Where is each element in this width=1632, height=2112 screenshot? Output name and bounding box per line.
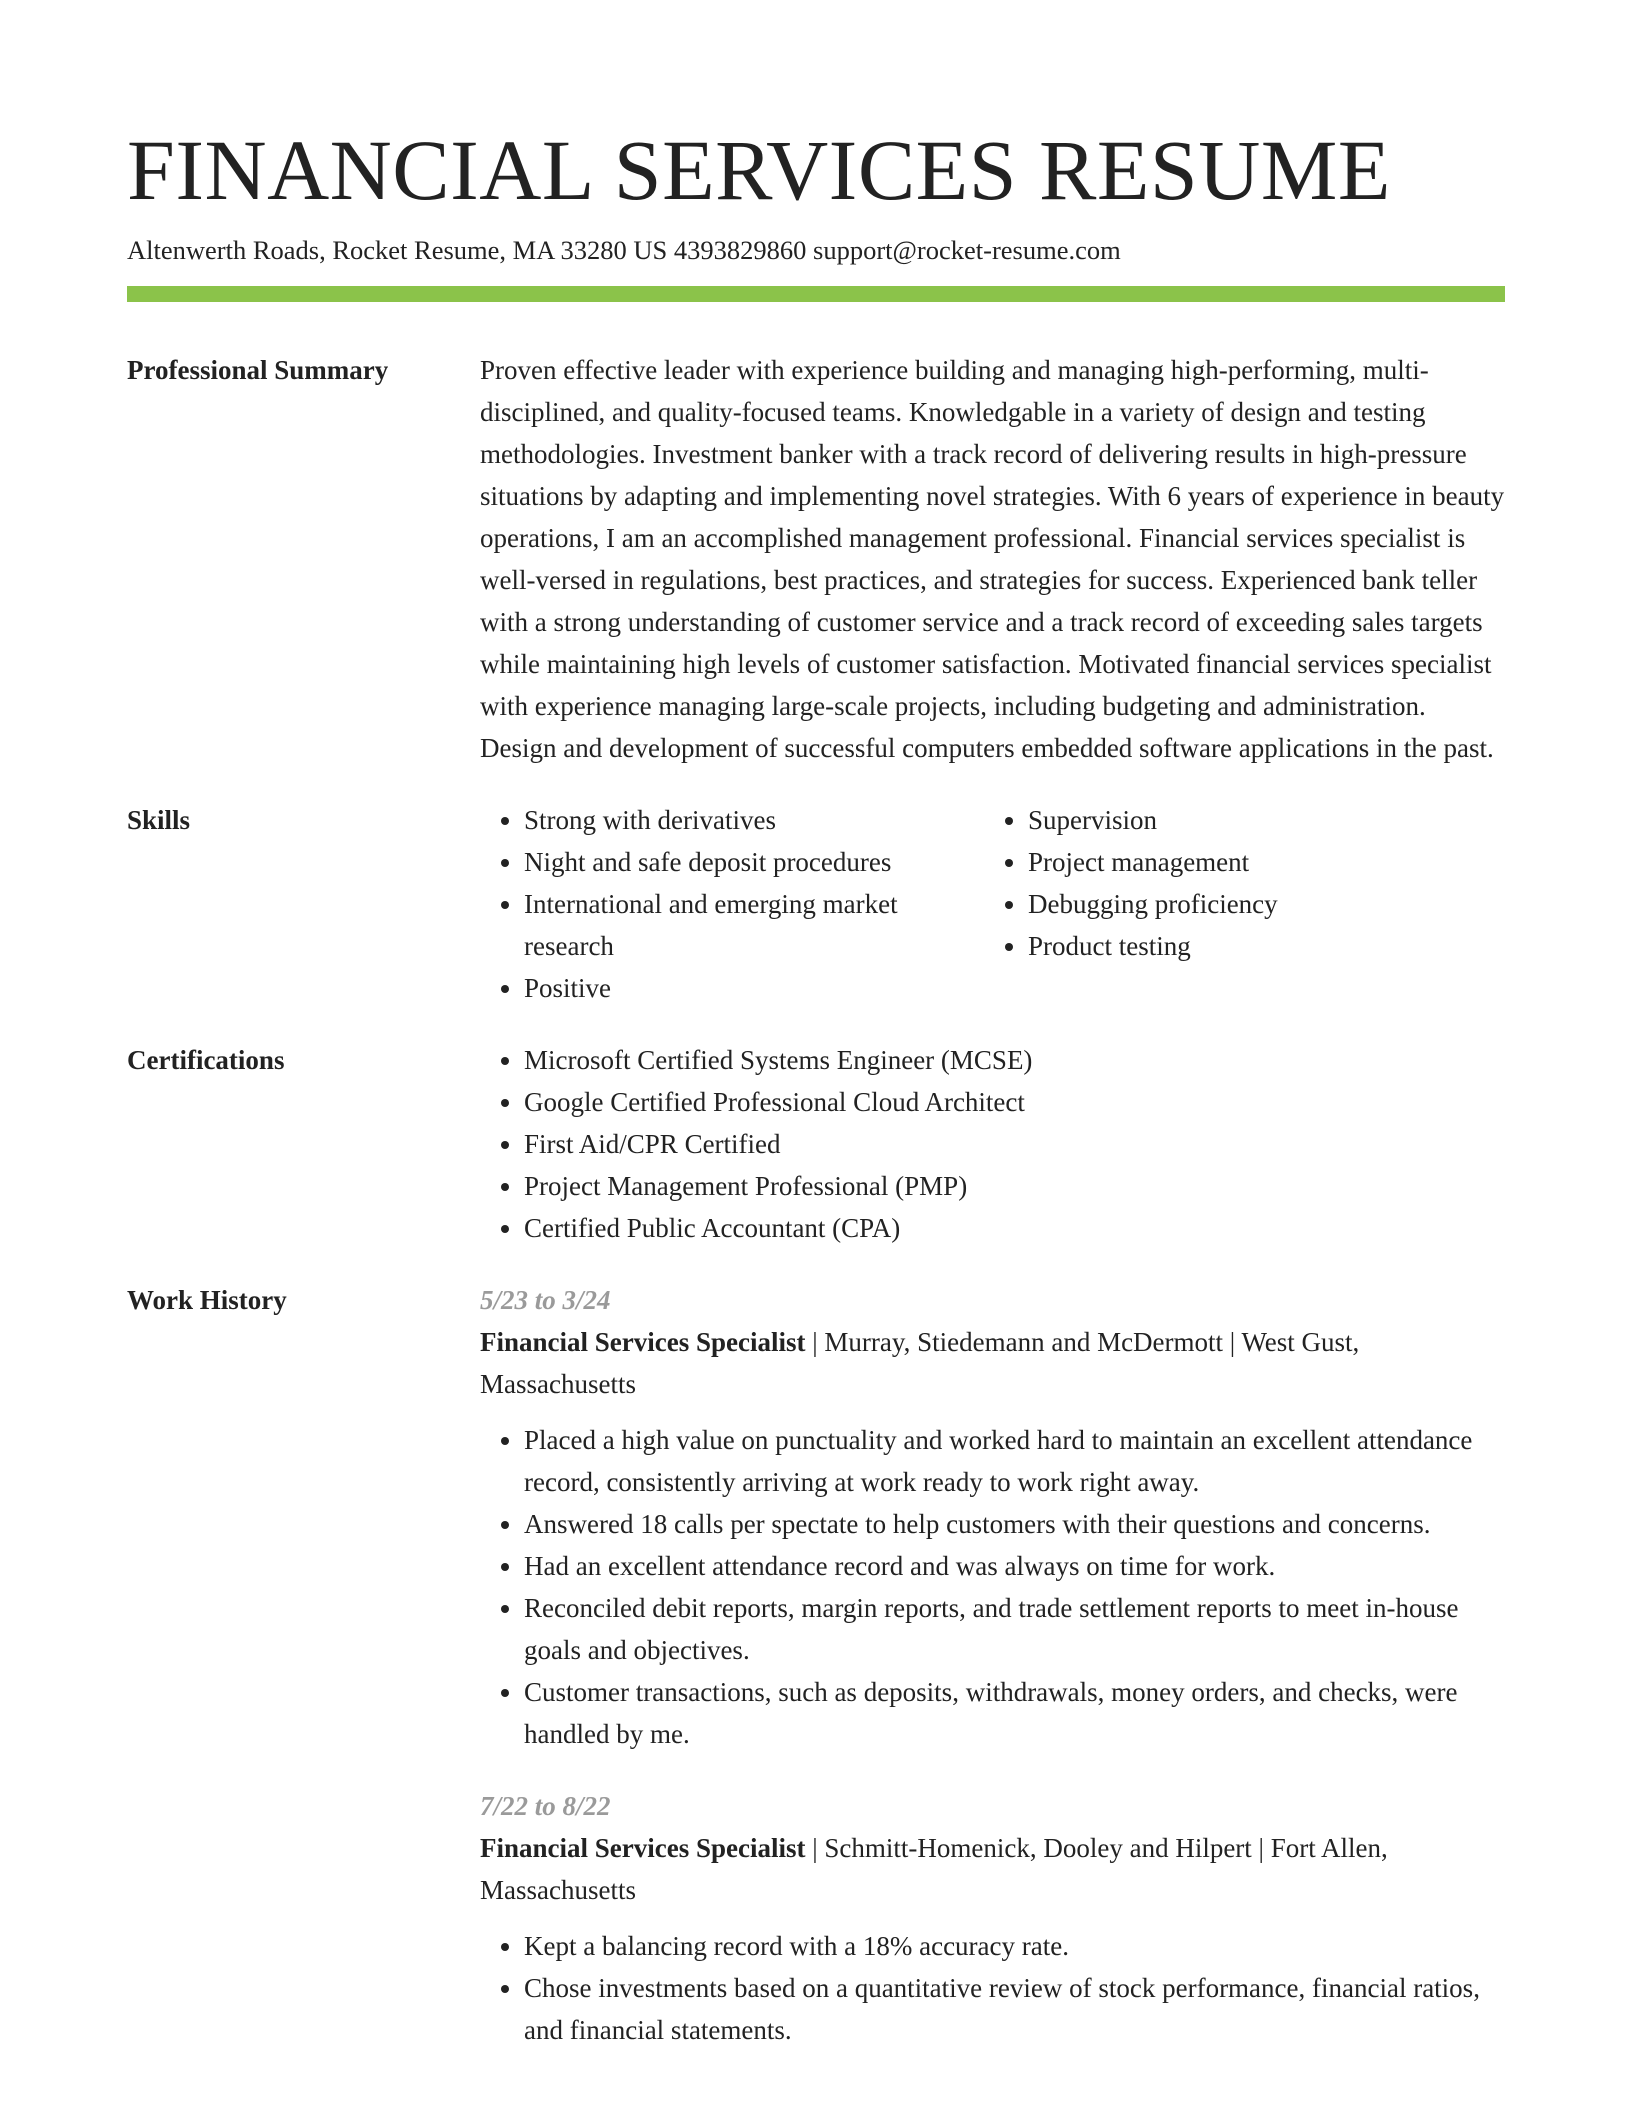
certification-item: • First Aid/CPR Certified <box>524 1123 1505 1165</box>
job-bullet: • Chose investments based on a quantitative review of stock performance, financial ratios, and financial statements. <box>524 1967 1505 2051</box>
skills-list-right <box>984 799 1488 1009</box>
skill-item: • Product testing <box>1028 925 1488 967</box>
skill-item: • Supervision <box>1028 799 1488 841</box>
job-bullet: • Answered 18 calls per spectate to help customers with their questions and concerns. <box>524 1503 1505 1545</box>
section-work-history <box>127 1279 1505 2081</box>
certifications-list <box>480 1039 1505 1249</box>
section-body <box>480 349 1505 769</box>
certification-item: • Google Certified Professional Cloud Architect <box>524 1081 1505 1123</box>
skill-item: • Project management <box>1028 841 1488 883</box>
skill-item: • International and emerging market research <box>524 883 984 967</box>
job-entry <box>480 1785 1505 2051</box>
section-label: Certifications <box>127 1045 285 1075</box>
skill-item: • Debugging proficiency <box>1028 883 1488 925</box>
job-dates: 7/22 to 8/22 <box>480 1791 611 1821</box>
job-bullet: • Placed a high value on punctuality and worked hard to maintain an excellent attendance record, consistently arriving at work ready to work right away. <box>524 1419 1505 1503</box>
job-bullet: • Customer transactions, such as deposits, withdrawals, money orders, and checks, were handled by me. <box>524 1671 1505 1755</box>
summary-text: Proven effective leader with experience building and managing high-performing, multi-disciplined, and quality-focused teams. Knowledgable in a variety of design and testing methodologies. Investment banker with a track record of delivering results in high-pressure situations by adapting and implementing novel strategies. With 6 years of experience in beauty operations, I am an accomplished management professional. Financial services specialist is well-versed in regulations, best practices, and strategies for success. Experienced bank teller with a strong understanding of customer service and a track record of exceeding sales targets while maintaining high levels of customer satisfaction. Motivated financial services specialist with experience managing large-scale projects, including budgeting and administration. Design and development of successful computers embedded software applications in the past. <box>480 355 1505 763</box>
section-label: Professional Summary <box>127 355 389 385</box>
contact-line: Altenwerth Roads, Rocket Resume, MA 33280 US 4393829860 support@rocket-resume.com <box>127 235 1121 265</box>
section-skills <box>127 799 1505 1009</box>
job-title: Financial Services Specialist <box>480 1833 806 1863</box>
accent-divider <box>127 286 1505 302</box>
certification-item: • Certified Public Accountant (CPA) <box>524 1207 1505 1249</box>
section-label: Work History <box>127 1285 287 1315</box>
job-bullets <box>480 1925 1505 2051</box>
resume-content <box>127 349 1505 2111</box>
section-certifications <box>127 1039 1505 1249</box>
section-body <box>480 1279 1505 2081</box>
skill-item: • Strong with derivatives <box>524 799 984 841</box>
job-entry <box>480 1279 1505 1755</box>
job-bullets <box>480 1419 1505 1755</box>
job-details: | Murray, Stiedemann and McDermott | West Gust, Massachusetts <box>480 1327 1360 1399</box>
job-bullet: • Kept a balancing record with a 18% accuracy rate. <box>524 1925 1505 1967</box>
certification-item: • Project Management Professional (PMP) <box>524 1165 1505 1207</box>
job-dates: 5/23 to 3/24 <box>480 1285 611 1315</box>
section-body <box>480 1039 1505 1249</box>
skills-columns <box>480 799 1505 1009</box>
skills-list-left <box>480 799 984 1009</box>
job-details: | Schmitt-Homenick, Dooley and Hilpert | Fort Allen, Massachusetts <box>480 1833 1388 1905</box>
section-professional-summary <box>127 349 1505 769</box>
skill-item: • Positive <box>524 967 984 1009</box>
job-title: Financial Services Specialist <box>480 1327 806 1357</box>
skill-item: • Night and safe deposit procedures <box>524 841 984 883</box>
section-label: Skills <box>127 805 191 835</box>
job-bullet: • Reconciled debit reports, margin reports, and trade settlement reports to meet in-house goals and objectives. <box>524 1587 1505 1671</box>
job-header <box>480 1827 1505 1911</box>
job-bullet: • Had an excellent attendance record and was always on time for work. <box>524 1545 1505 1587</box>
resume-title: FINANCIAL SERVICES RESUME <box>127 122 1391 218</box>
job-header <box>480 1321 1505 1405</box>
certification-item: • Microsoft Certified Systems Engineer (MCSE) <box>524 1039 1505 1081</box>
